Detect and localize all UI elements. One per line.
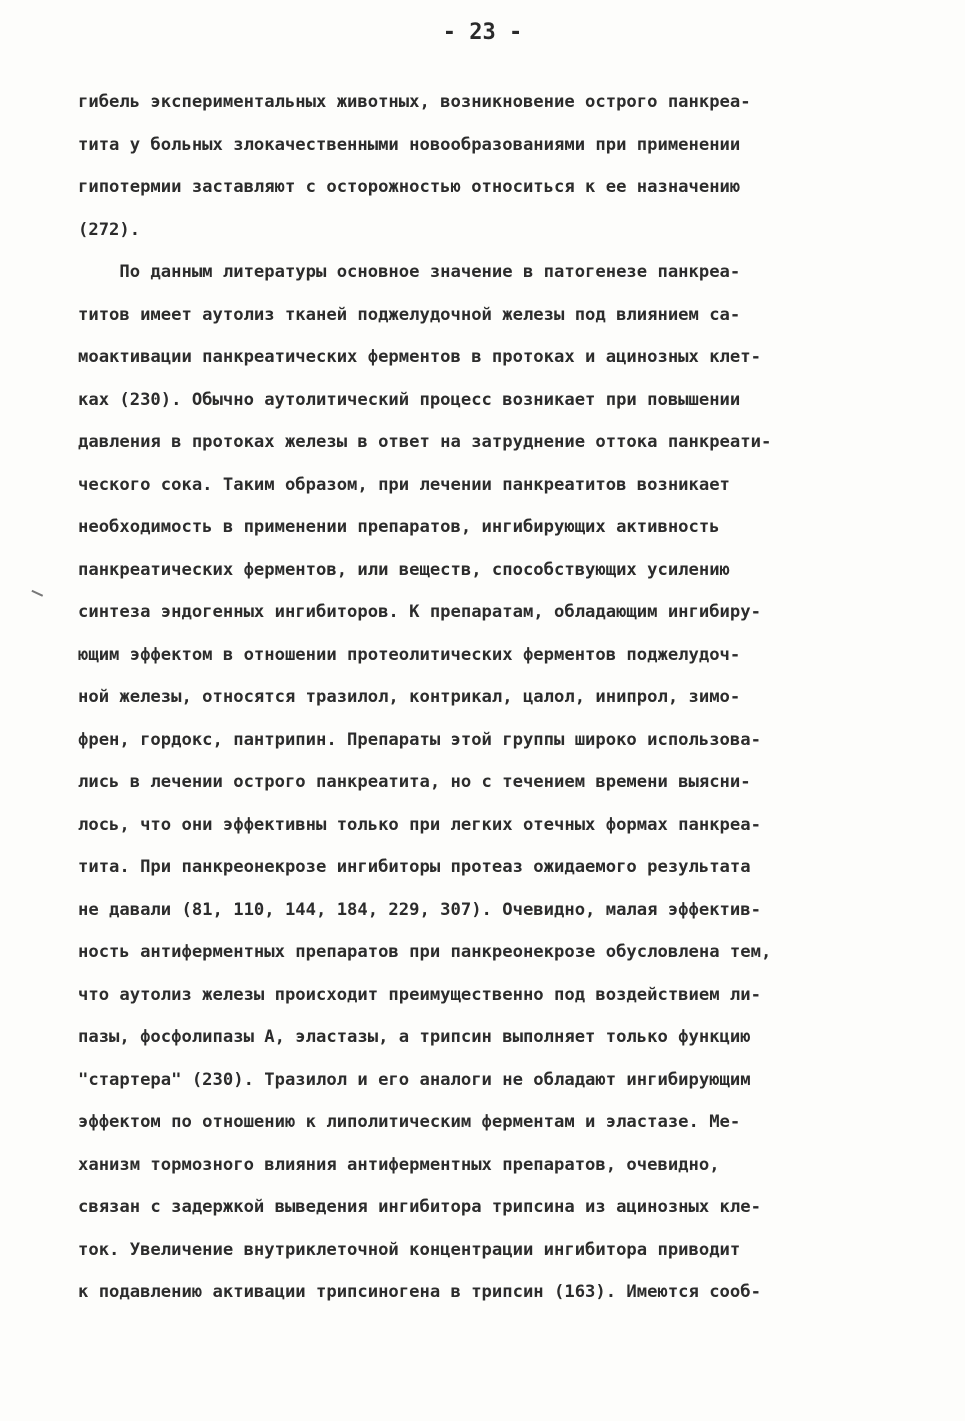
text-line: титов имеет аутолиз тканей поджелудочной железы под влиянием са- [78,304,741,325]
text-line: ность антиферментных препаратов при панкреонекрозе обусловлена тем, [78,942,772,962]
text-line: синтеза эндогенных ингибиторов. К препаратам, обладающим ингибиру- [78,602,761,622]
text-line: моактивации панкреатических ферментов в протоках и ацинозных клет- [78,347,761,367]
text-line: не давали (81, 110, 144, 184, 229, 307). Очевидно, малая эффектив- [78,899,761,920]
text-line: гибель экспериментальных животных, возникновение острого панкреа- [78,92,751,112]
text-line: эффектом по отношению к липолитическим ферментам и эластазе. Ме- [78,1112,741,1132]
text-line: По данным литературы основное значение в патогенезе панкреа- [78,262,741,282]
text-line: ной железы, относятся тразилол, контрикал, цалол, инипрол, зимо- [78,687,741,707]
text-line: (272). [78,219,141,240]
text-line: ющим эффектом в отношении протеолитических ферментов поджелудоч- [78,644,741,665]
text-line: ческого сока. Таким образом, при лечении панкреатитов возникает [78,474,730,495]
text-line: необходимость в применении препаратов, ингибирующих активность [78,517,720,537]
text-line: к подавлению активации трипсиногена в трипсин (163). Имеются сооб- [78,1282,761,1302]
text-line: ханизм тормозного влияния антиферментных препаратов, очевидно, [78,1154,720,1175]
text-line: "стартера" (230). Тразилол и его аналоги не обладают ингибирующим [78,1069,751,1090]
text-line: пазы, фосфолипазы А, эластазы, а трипсин выполняет только функцию [78,1027,751,1047]
text-line: лись в лечении острого панкреатита, но с течением времени выясни- [78,772,751,792]
text-line: тита. При панкреонекрозе ингибиторы протеаз ожидаемого результата [78,857,751,877]
page-number: - 23 - [442,20,523,45]
text-line: лось, что они эффективны только при легких отечных формах панкреа- [78,814,761,835]
text-line: что аутолиз железы происходит преимущественно под воздействием ли- [78,984,761,1005]
text-line: гипотермии заставляют с осторожностью относиться к ее назначению [78,177,741,197]
text-line: тита у больных злокачественными новообразованиями при применении [78,134,741,155]
text-line: френ, гордокс, пантрипин. Препараты этой группы широко использова- [78,729,761,750]
scan-mark [29,590,43,602]
text-line: ток. Увеличение внутриклеточной концентрации ингибитора приводит [78,1239,741,1260]
text-line: панкреатических ферментов, или веществ, способствующих усилению [78,559,730,580]
text-line: давления в протоках железы в ответ на затруднение оттока панкреати- [78,432,772,452]
text-line: ках (230). Обычно аутолитический процесс возникает при повышении [78,389,741,410]
text-line: связан с задержкой выведения ингибитора трипсина из ацинозных кле- [78,1197,761,1217]
